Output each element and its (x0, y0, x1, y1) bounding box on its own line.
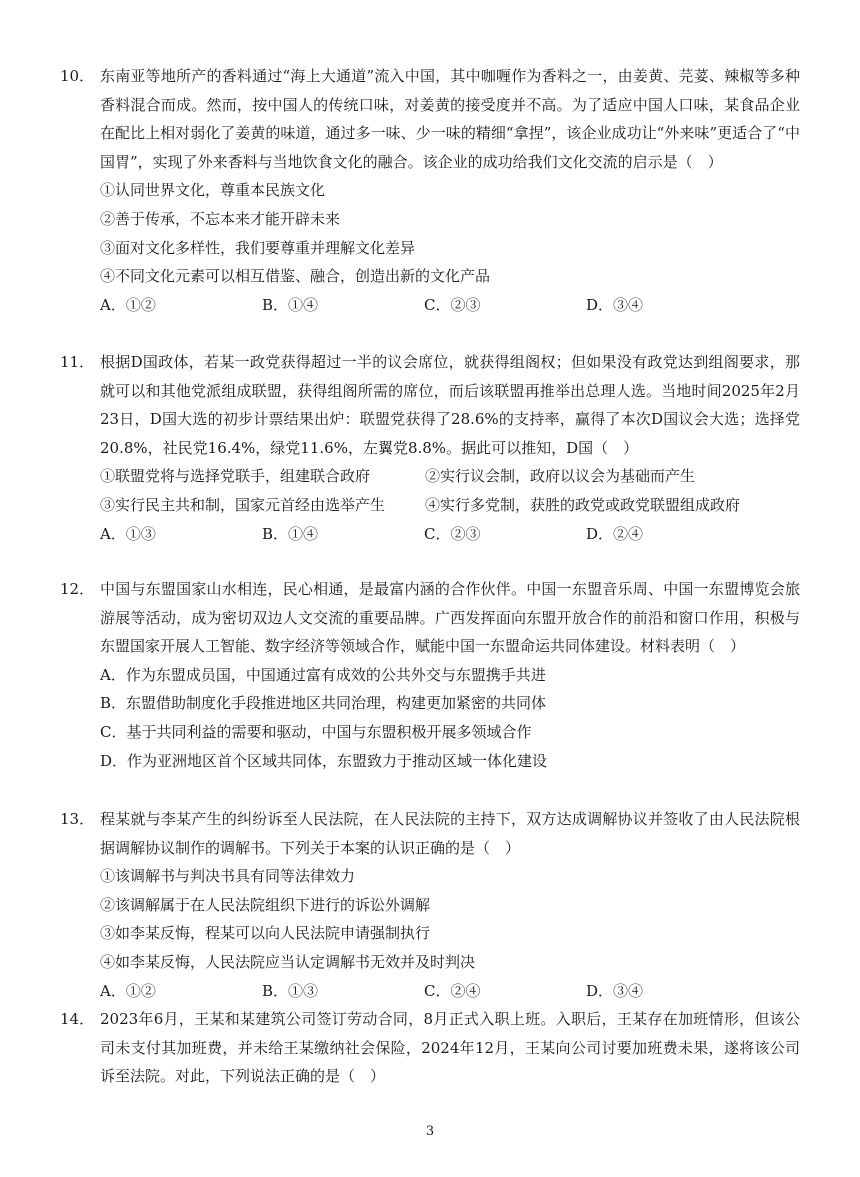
option-a: A．①③ (100, 524, 156, 543)
question-10 (60, 62, 800, 319)
question-13 (60, 805, 800, 1005)
statements-row-2 (60, 491, 800, 520)
option-c: C．②③ (424, 295, 481, 314)
statement-3: ③实行民主共和制，国家元首经由选举产生 (100, 495, 386, 514)
option-d: D．②④ (586, 524, 644, 543)
option-d: D．③④ (586, 981, 644, 1000)
statement-2: ②善于传承，不忘本来才能开辟未来 (100, 209, 341, 228)
statement-3: ③如李某反悔，程某可以向人民法院申请强制执行 (100, 924, 431, 943)
question-12 (60, 575, 800, 775)
option-c: C．②③ (424, 524, 481, 543)
statements-row-1 (60, 462, 800, 491)
answer-options (60, 291, 800, 320)
answer-options (60, 520, 800, 549)
statement-1: ①该调解书与判决书具有同等法律效力 (100, 867, 356, 886)
statement-1: ①认同世界文化，尊重本民族文化 (100, 181, 326, 200)
option-b: B．①④ (262, 295, 319, 314)
question-stem: 东南亚等地所产的香料通过“海上大通道”流入中国，其中咖喱作为香料之一，由姜黄、芫荽、辣椒等多种香料混合而成。然而，按中国人的传统口味，对姜黄的接受度并不高。为了适应中国人口味，某食品企业在配比上相对弱化了姜黄的味道，通过多一味、少一味的精细“拿捏”，该企业成功让“外来味”更适合了“中国胃”，实现了外来香料与当地饮食文化的融合。该企业的成功给我们文化交流的启示是（ ） (100, 67, 800, 171)
question-stem: 程某就与李某产生的纠纷诉至人民法院，在人民法院的主持下，双方达成调解协议并签收了由人民法院根据调解协议制作的调解书。下列关于本案的认识正确的是（ ） (100, 810, 800, 857)
question-11 (60, 348, 800, 548)
option-b: B．①③ (262, 981, 319, 1000)
option-c: C．②④ (424, 981, 481, 1000)
option-d: D．作为亚洲地区首个区域共同体，东盟致力于推动区域一体化建设 (100, 751, 548, 770)
option-b: B．东盟借助制度化手段推进地区共同治理，构建更加紧密的共同体 (100, 694, 547, 713)
statement-4: ④实行多党制，获胜的政党或政党联盟组成政府 (425, 495, 741, 514)
statement-2: ②该调解属于在人民法院组织下进行的诉讼外调解 (100, 895, 431, 914)
statement-1: ①联盟党将与选择党联手，组建联合政府 (100, 467, 371, 486)
question-number: 12． (60, 580, 95, 598)
question-14 (60, 1005, 800, 1091)
question-number: 13． (60, 810, 95, 828)
question-stem: 根据D国政体，若某一政党获得超过一半的议会席位，就获得组阁权；但如果没有政党达到组阁要求，那就可以和其他党派组成联盟，获得组阁所需的席位，而后该联盟再推举出总理人选。当地时间2025年2月23日，D国大选的初步计票结果出炉：联盟党获得了28.6%的支持率，赢得了本次D国议会大选；选择党20.8%，社民党16.4%，绿党11.6%，左翼党8.8%。据此可以推知，D国（ ） (100, 353, 800, 457)
question-stem: 2023年6月，王某和某建筑公司签订劳动合同，8月正式入职上班。入职后，王某存在加班情形，但该公司未支付其加班费，并未给王某缴纳社会保险，2024年12月，王某向公司讨要加班费未果，遂将该公司诉至法院。对此，下列说法正确的是（ ） (100, 1010, 800, 1086)
option-d: D．③④ (586, 295, 644, 314)
option-b: B．①④ (262, 524, 319, 543)
statement-2: ②实行议会制，政府以议会为基础而产生 (425, 467, 696, 486)
question-number: 10． (60, 67, 95, 85)
statement-4: ④不同文化元素可以相互借鉴、融合，创造出新的文化产品 (100, 267, 491, 286)
answer-options (60, 977, 800, 1006)
statement-4: ④如李某反悔，人民法院应当认定调解书无效并及时判决 (100, 952, 476, 971)
option-c: C．基于共同利益的需要和驱动，中国与东盟积极开展多领域合作 (100, 722, 532, 741)
question-number: 14． (60, 1010, 95, 1028)
question-number: 11． (60, 353, 95, 371)
option-a: A．作为东盟成员国，中国通过富有成效的公共外交与东盟携手共进 (100, 665, 546, 684)
option-a: A．①② (100, 295, 156, 314)
question-stem: 中国与东盟国家山水相连，民心相通，是最富内涵的合作伙伴。中国一东盟音乐周、中国一东盟博览会旅游展等活动，成为密切双边人文交流的重要品牌。广西发挥面向东盟开放合作的前沿和窗口作用，积极与东盟国家开展人工智能、数字经济等领域合作，赋能中国一东盟命运共同体建设。材料表明（ ） (100, 580, 800, 656)
page-number: 3 (425, 1124, 435, 1139)
statement-3: ③面对文化多样性，我们要尊重并理解文化差异 (100, 238, 416, 257)
option-a: A．①② (100, 981, 156, 1000)
